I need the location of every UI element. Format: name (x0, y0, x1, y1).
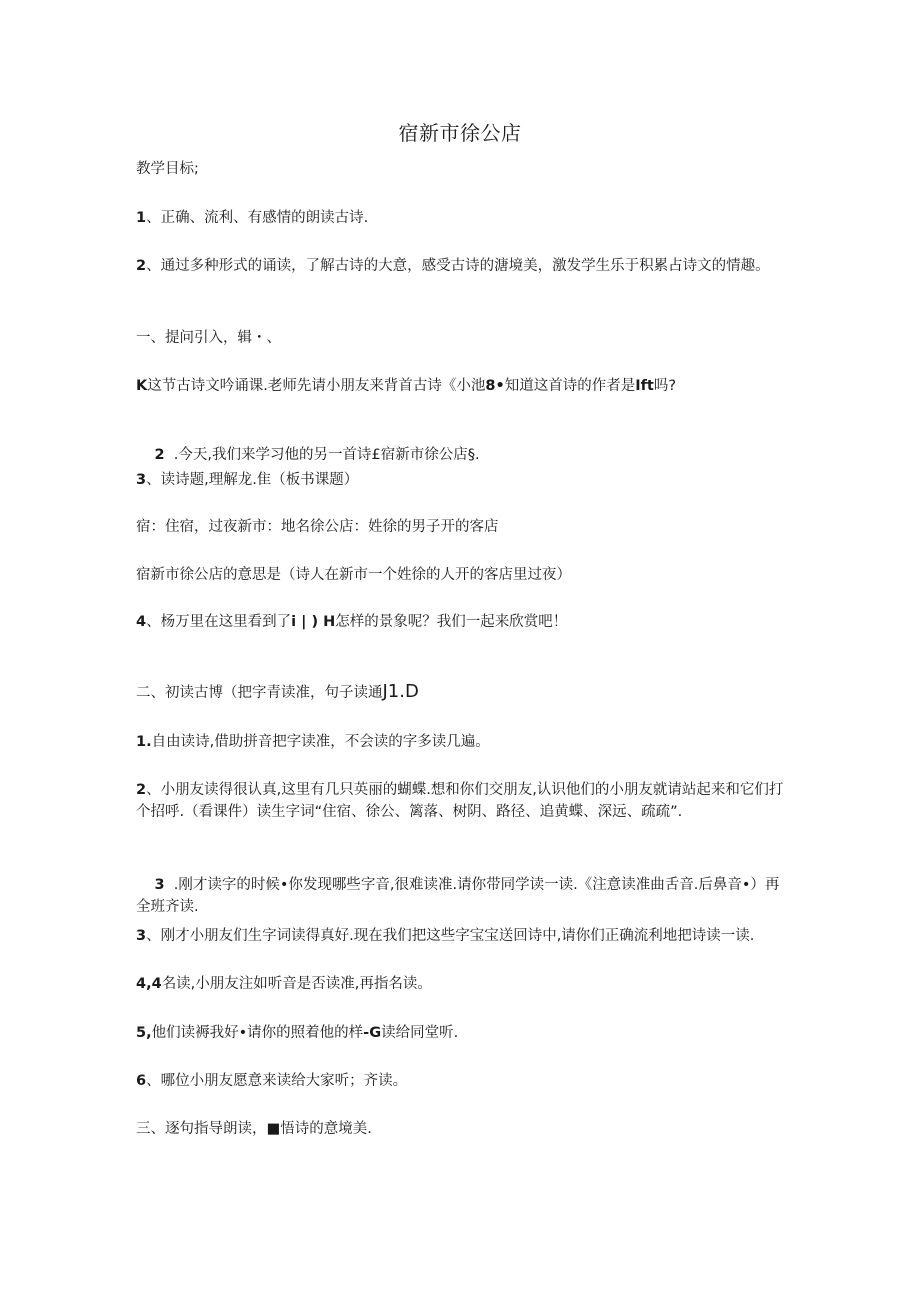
section-2-heading (136, 681, 786, 704)
goal-2-number: 2 (136, 258, 147, 274)
section-2-step-1 (136, 731, 786, 753)
section-2-text: 二、初读古博（把字青读准，句子读通 (136, 685, 383, 701)
s2-step-3b-number: 3 (136, 928, 147, 944)
section-3-heading (136, 1118, 786, 1140)
step-1-garbled-a: 8• (485, 378, 505, 394)
section-2-garbled: J1.D (382, 681, 419, 702)
s2-step-4-text: 名读,小朋友注如听音是否读准,再指名读。 (161, 976, 432, 992)
goal-2 (136, 255, 786, 277)
s2-step-5-text-b: 读给同堂听. (381, 1025, 459, 1041)
section-2-step-5 (136, 1022, 786, 1044)
section-1-step-1 (136, 375, 786, 397)
s2-step-4-number: 4,4 (136, 976, 162, 992)
step-1-text-b: 知道这首诗的作者是 (504, 378, 636, 394)
step-3-text: 、读诗题,理解龙.隹（板书课题） (146, 472, 359, 488)
step-1-text-a: 这节古诗文吟诵课.老师先请小朋友来背首古诗《小池 (147, 378, 486, 394)
goal-1-number: 1 (136, 210, 147, 226)
section-3-text-b: 悟诗的意境美. (280, 1121, 372, 1137)
s2-step-2-text: 、小朋友读得很认真,这里有几只英丽的蝴蝶.想和你们交朋友,认识他们的小朋友就请站起来和它们打个招呼.（看课件）读生字词“住宿、徐公、篱落、树阴、路径、追黄蝶、深远、疏疏”. (136, 782, 784, 820)
section-2-step-3b (136, 925, 786, 947)
s2-step-3-number: 3 (154, 877, 165, 893)
section-1-step-3 (136, 469, 786, 491)
s2-step-1-text: 自由读诗,借助拼音把字读准，不会读的字多读几遍。 (151, 734, 490, 750)
word-explanations: 宿：住宿，过夜新市：地名徐公店：姓徐的男子开的客店 (136, 519, 499, 535)
teaching-goals-heading: 教学目标; (136, 161, 199, 177)
goal-2-text: 、通过多种形式的诵读，了解古诗的大意，感受古诗的溏境美，激发学生乐于积累占诗文的情趣。 (146, 258, 770, 274)
s2-step-6-text: 、哪位小朋友愿意来读给大家听；齐读。 (146, 1073, 408, 1089)
s2-step-5-garbled: -G (363, 1025, 382, 1041)
s2-step-5-number: 5, (136, 1025, 152, 1041)
section-1-step-4 (136, 611, 786, 633)
step-4-text-b: 怎样的景象呢？我们一起来欣赏吧！ (335, 614, 568, 630)
step-2-text: .今天,我们来学习他的另一首诗£宿新市徐公店§. (164, 447, 480, 463)
step-2-number: 2 (154, 447, 165, 463)
s2-step-2-number: 2 (136, 782, 147, 798)
goal-1-text: 、正确、流利、有感情的朗读古诗. (146, 210, 369, 226)
step-4-garbled: i | ) H (291, 614, 336, 630)
goal-1 (136, 207, 786, 229)
step-3-number: 3 (136, 472, 147, 488)
s2-step-5-text-a: 他们读褥我好•请你的照着他的样 (151, 1025, 364, 1041)
section-2-step-4 (136, 973, 786, 995)
s2-step-1-number: 1. (136, 734, 152, 750)
section-2-step-2 (136, 779, 786, 823)
step-1-marker: K (136, 378, 148, 394)
section-2-step-6 (136, 1070, 786, 1092)
step-4-text-a: 、杨万里在这里看到了 (146, 614, 292, 630)
s2-step-3-text: .刚才读字的时候•你发现哪些字音,很难读准.请你带同学读一读.《注意读准曲舌音.后鼻音•）再全班齐读. (136, 877, 780, 915)
step-1-garbled-b: Ift (635, 378, 654, 394)
step-1-text-c: 吗? (653, 378, 677, 394)
title-meaning: 宿新市徐公店的意思是（诗人在新市一个姓徐的人开的客店里过夜） (136, 567, 571, 583)
section-1-heading: 一、提问引入，辑・、 (136, 330, 281, 346)
s2-step-6-number: 6 (136, 1073, 147, 1089)
s2-step-3b-text: 、刚才小朋友们生字词读得真好.现在我们把这些字宝宝送回诗中,请你们正确流利地把诗读一读. (146, 928, 755, 944)
section-3-garbled: ■ (266, 1121, 281, 1137)
section-3-text-a: 三、逐句指导朗读， (136, 1121, 267, 1137)
step-4-number: 4 (136, 614, 147, 630)
document-title: 宿新市徐公店 (398, 121, 522, 145)
